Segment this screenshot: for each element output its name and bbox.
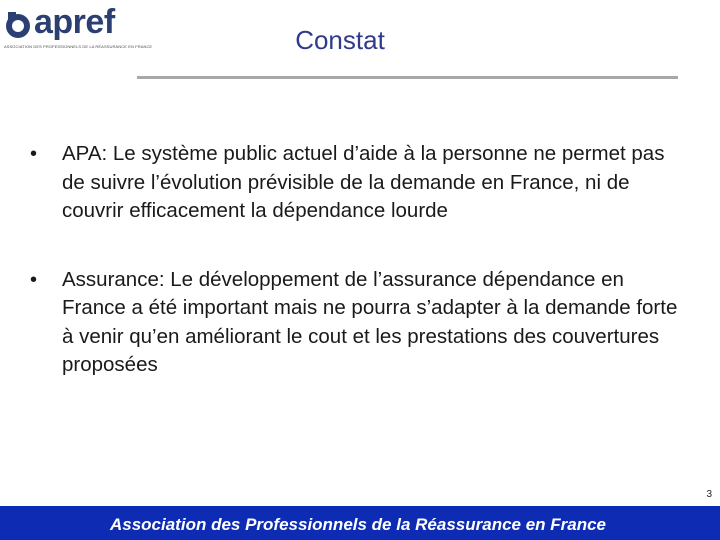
bullet-list [30,140,690,380]
title-divider [137,76,678,79]
bullet-marker: • [30,143,38,165]
bullet-item-apa [30,140,690,226]
footer-text: Association des Professionnels de la Réassurance en France [109,515,607,534]
bullet-text: Assurance: Le développement de l’assurance dépendance en France a été important mais ne pourra s’adapter à la demande forte à venir qu’en améliorant le cout et les prestations des couvertures proposées [62,267,678,376]
bullet-marker: • [30,268,38,291]
footer-bar [0,506,720,540]
bullet-item-assurance [30,266,690,380]
apref-logo [4,3,153,52]
logo-tagline: ASSOCIATION DES PROFESSIONNELS DE LA RÉASSURANCE EN FRANCE [4,44,153,49]
page-number: 3 [706,489,712,500]
logo-wordmark: apref [34,3,115,41]
bullet-text: APA: Le système public actuel d’aide à la personne ne permet pas de suivre l’évolution prévisible de la demande en France, ni de couvrir efficacement la dépendance lourde [62,142,665,222]
slide-title: Constat [295,25,385,55]
